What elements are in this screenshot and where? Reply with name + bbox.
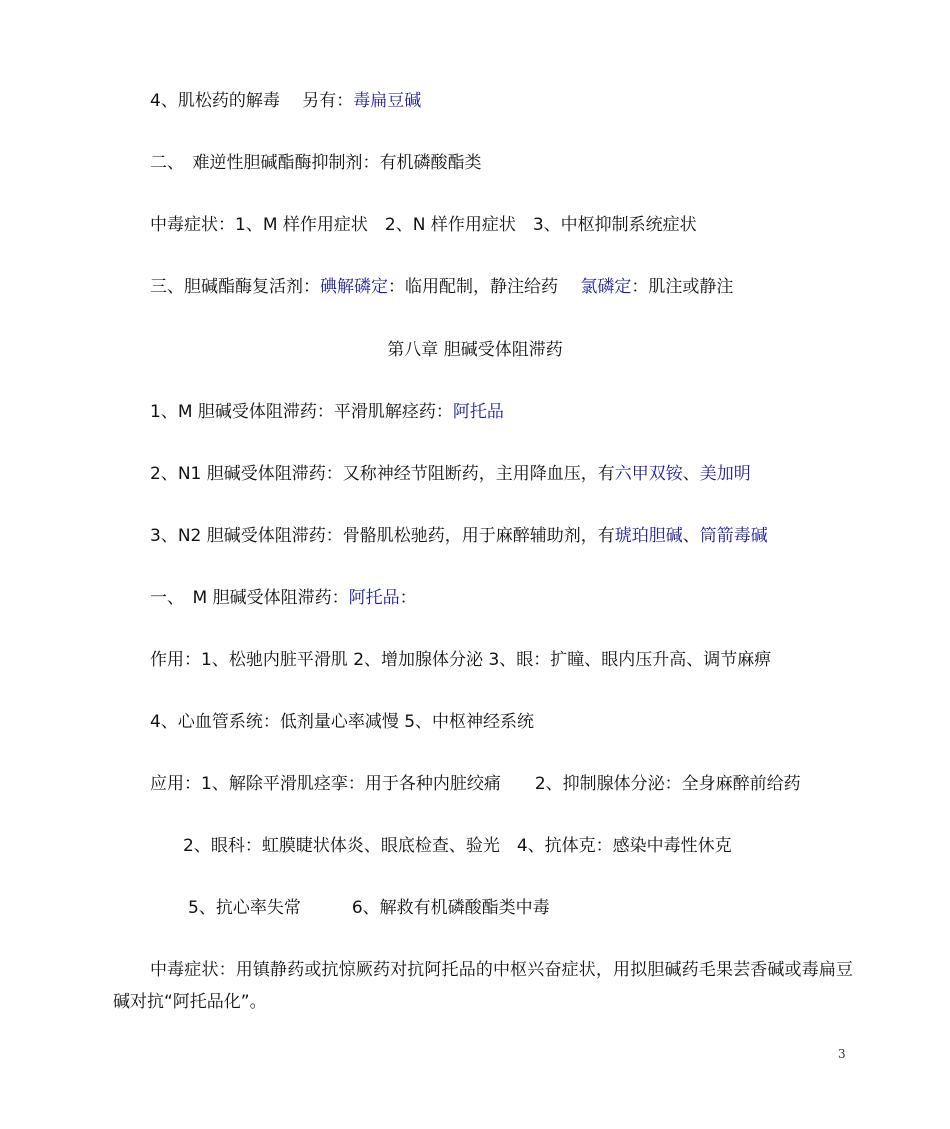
text-segment: 一、 M 胆碱受体阻滞药： bbox=[150, 588, 349, 608]
drug-name: 琥珀胆碱 bbox=[614, 526, 683, 546]
drug-name: 碘解磷定 bbox=[320, 277, 388, 297]
text-segment: 1、M 胆碱受体阻滞药：平滑肌解痉药： bbox=[150, 402, 453, 422]
text-segment: 4、心血管系统：低剂量心率减慢 5、中枢神经系统 bbox=[150, 712, 535, 732]
drug-name: 美加明 bbox=[699, 464, 751, 484]
line-n2-blocker bbox=[150, 524, 768, 548]
text-segment: 、 bbox=[682, 526, 700, 546]
line-n1-blocker bbox=[150, 462, 751, 486]
text-segment: 2、N1 胆碱受体阻滞药：又称神经节阻断药，主用降血压，有 bbox=[150, 464, 615, 484]
chapter-title bbox=[0, 338, 950, 362]
line-effects-continued bbox=[150, 710, 534, 734]
drug-name: 阿托品 bbox=[348, 588, 400, 608]
text-segment: 作用：1、松驰内脏平滑肌 2、增加腺体分泌 3、眼：扩瞳、眼内压升高、调节麻痹 bbox=[150, 650, 772, 670]
text-segment: ： bbox=[399, 588, 417, 608]
line-applications-continued bbox=[183, 834, 732, 858]
line-cholinesterase-reactivator bbox=[150, 275, 733, 299]
text-segment: 3、N2 胆碱受体阻滞药：骨骼肌松驰药，用于麻醉辅助剂，有 bbox=[150, 526, 615, 546]
line-irreversible-inhibitor bbox=[150, 151, 482, 175]
line-applications-end bbox=[188, 896, 550, 920]
text-segment: ：临用配制，静注给药 bbox=[388, 277, 581, 297]
text-segment: ：肌注或静注 bbox=[631, 277, 734, 297]
line-effects bbox=[150, 648, 771, 672]
text-segment: 2、眼科：虹膜睫状体炎、眼底检查、验光 4、抗体克：感染中毒性休克 bbox=[183, 836, 732, 856]
text-segment: 二、 难逆性胆碱酯酶抑制剂：有机磷酸酯类 bbox=[150, 153, 482, 173]
line-poisoning-symptoms bbox=[150, 213, 697, 237]
line-applications bbox=[150, 772, 801, 796]
line-muscle-relaxant-antidote bbox=[150, 89, 421, 113]
line-m-blocker bbox=[150, 400, 504, 424]
poisoning-paragraph: 中毒症状：用镇静药或抗惊厥药对抗阿托品的中枢兴奋症状，用拟胆碱药毛果芸香碱或毒扁豆碱对抗“阿托品化”。 bbox=[113, 960, 853, 1012]
drug-name: 氯磷定 bbox=[580, 277, 632, 297]
page-number: 3 bbox=[838, 1047, 846, 1061]
text-segment: 三、胆碱酯酶复活剂： bbox=[150, 277, 320, 297]
text-segment: 第八章 胆碱受体阻滞药 bbox=[387, 340, 563, 360]
section-heading-atropine bbox=[150, 586, 417, 610]
text-segment: 中毒症状：1、M 样作用症状 2、N 样作用症状 3、中枢抑制系统症状 bbox=[150, 215, 697, 235]
text-segment: 、 bbox=[682, 464, 700, 484]
drug-name: 筒箭毒碱 bbox=[699, 526, 768, 546]
drug-name: 六甲双铵 bbox=[614, 464, 683, 484]
drug-name: 毒扁豆碱 bbox=[353, 91, 422, 111]
text-segment: 5、抗心率失常 6、解救有机磷酸酯类中毒 bbox=[188, 898, 550, 918]
text-segment: 4、肌松药的解毒 另有： bbox=[150, 91, 354, 111]
text-segment: 应用：1、解除平滑肌痉挛：用于各种内脏绞痛 2、抑制腺体分泌：全身麻醉前给药 bbox=[150, 774, 801, 794]
drug-name: 阿托品 bbox=[452, 402, 504, 422]
